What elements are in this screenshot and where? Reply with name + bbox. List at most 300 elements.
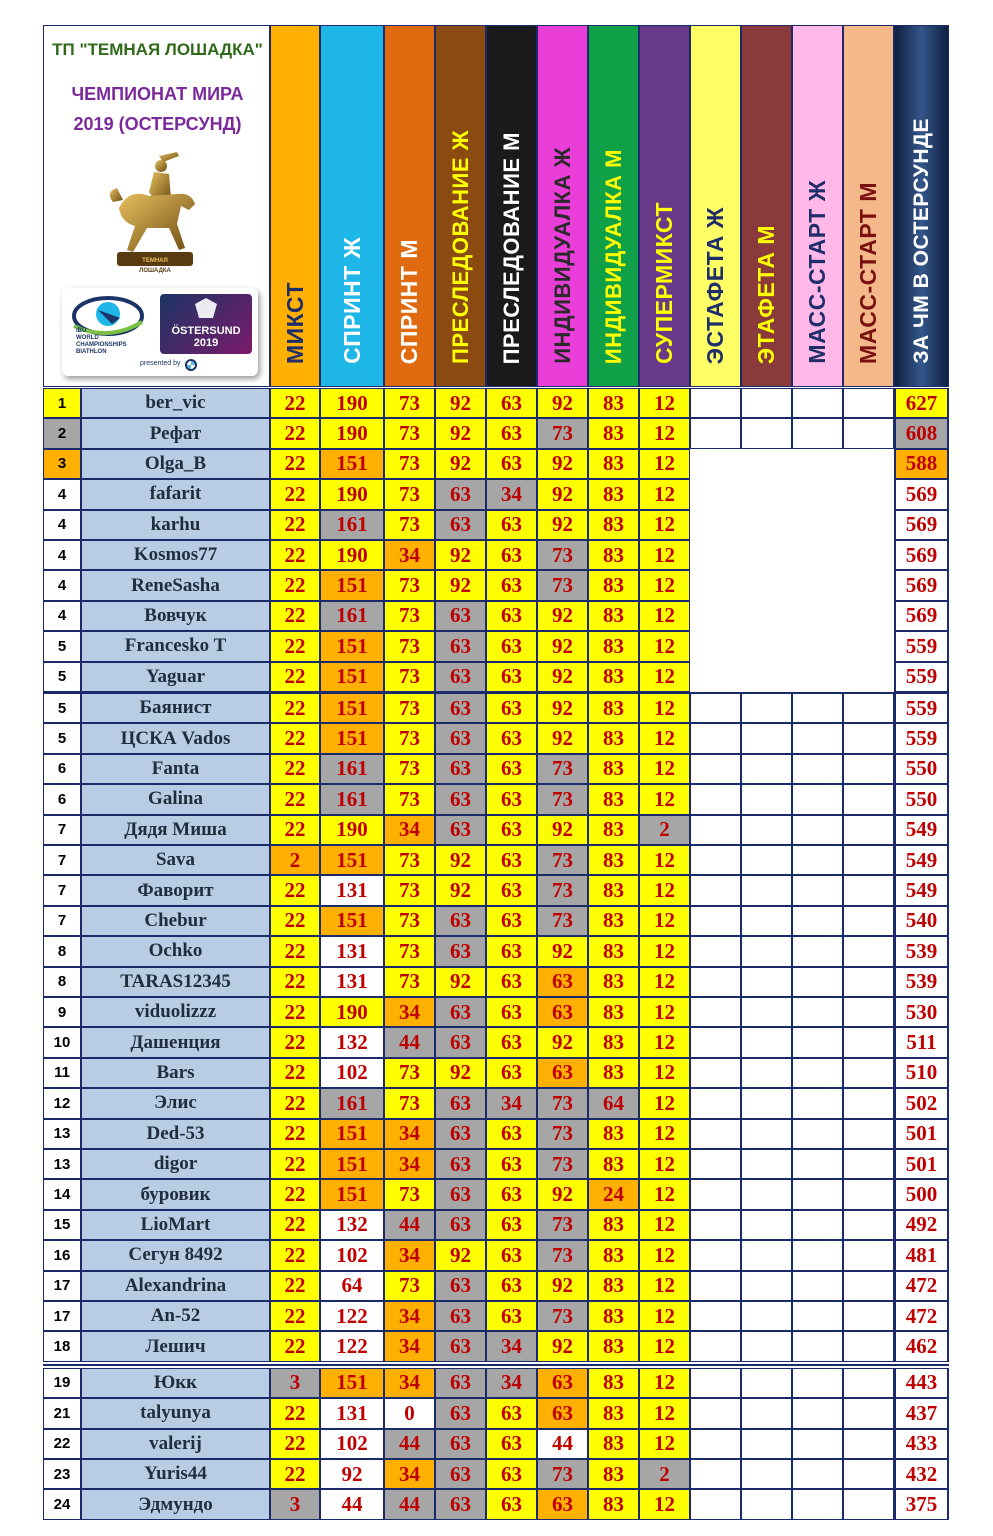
score-cell: 44 xyxy=(384,1429,435,1459)
empty-score-cell xyxy=(741,1429,792,1459)
empty-score-cell xyxy=(843,418,894,448)
score-cell: 22 xyxy=(270,1240,320,1270)
table-row xyxy=(43,815,949,845)
score-cell: 2 xyxy=(639,815,690,845)
score-cell: 63 xyxy=(486,1027,537,1057)
table-row xyxy=(43,662,949,692)
score-cell: 63 xyxy=(486,540,537,570)
rank-cell: 7 xyxy=(43,875,81,905)
rank-cell: 5 xyxy=(43,723,81,753)
empty-score-cell xyxy=(741,662,792,692)
score-cell: 83 xyxy=(588,723,639,753)
rank-cell: 13 xyxy=(43,1119,81,1149)
score-cell: 63 xyxy=(435,510,486,540)
score-cell: 83 xyxy=(588,784,639,814)
participant-name: Сегун 8492 xyxy=(81,1240,270,1270)
empty-score-cell xyxy=(741,875,792,905)
score-cell: 92 xyxy=(435,967,486,997)
empty-score-cell xyxy=(792,1088,843,1118)
total-cell: 375 xyxy=(894,1489,949,1519)
score-cell: 63 xyxy=(486,1429,537,1459)
participant-name: Francesko T xyxy=(81,631,270,661)
empty-score-cell xyxy=(690,388,741,418)
score-cell: 73 xyxy=(384,723,435,753)
empty-score-cell xyxy=(792,1119,843,1149)
rank-cell: 24 xyxy=(43,1489,81,1519)
score-cell: 63 xyxy=(435,1149,486,1179)
participant-name: Баянист xyxy=(81,693,270,723)
total-cell: 608 xyxy=(894,418,949,448)
rank-cell: 7 xyxy=(43,845,81,875)
city-label: ÖSTERSUND xyxy=(171,325,241,337)
table-row xyxy=(43,784,949,814)
empty-score-cell xyxy=(792,997,843,1027)
svg-text:ЛОШАДКА: ЛОШАДКА xyxy=(139,268,171,274)
table-row xyxy=(43,906,949,936)
table-row xyxy=(43,845,949,875)
score-cell: 131 xyxy=(320,967,384,997)
score-cell: 83 xyxy=(588,418,639,448)
empty-score-cell xyxy=(843,1368,894,1398)
score-cell: 63 xyxy=(537,1368,588,1398)
score-cell: 73 xyxy=(384,631,435,661)
table-row xyxy=(43,631,949,661)
empty-score-cell xyxy=(792,845,843,875)
score-cell: 83 xyxy=(588,388,639,418)
empty-score-cell xyxy=(792,1459,843,1489)
empty-score-cell xyxy=(690,1119,741,1149)
column-header xyxy=(486,25,537,387)
score-cell: 22 xyxy=(270,967,320,997)
participant-name: fafarit xyxy=(81,479,270,509)
empty-score-cell xyxy=(792,631,843,661)
score-cell: 22 xyxy=(270,723,320,753)
score-cell: 151 xyxy=(320,570,384,600)
score-cell: 73 xyxy=(384,449,435,479)
score-cell: 92 xyxy=(537,631,588,661)
column-header-label: ПРЕСЛЕДОВАНИЕ Ж xyxy=(447,130,473,364)
table-row xyxy=(43,601,949,631)
score-cell: 63 xyxy=(486,1240,537,1270)
empty-score-cell xyxy=(792,449,843,479)
table-row xyxy=(43,1058,949,1088)
rank-cell: 4 xyxy=(43,570,81,600)
participant-name: Дашенция xyxy=(81,1027,270,1057)
empty-score-cell xyxy=(792,693,843,723)
score-cell: 73 xyxy=(384,693,435,723)
score-cell: 63 xyxy=(486,845,537,875)
score-cell: 83 xyxy=(588,510,639,540)
score-cell: 92 xyxy=(537,693,588,723)
total-cell: 492 xyxy=(894,1210,949,1240)
empty-score-cell xyxy=(843,1301,894,1331)
score-cell: 92 xyxy=(537,1027,588,1057)
score-cell: 63 xyxy=(435,1489,486,1519)
total-cell: 472 xyxy=(894,1301,949,1331)
score-cell: 63 xyxy=(435,1368,486,1398)
total-cell: 530 xyxy=(894,997,949,1027)
empty-score-cell xyxy=(741,1210,792,1240)
score-cell: 34 xyxy=(486,479,537,509)
empty-score-cell xyxy=(690,754,741,784)
score-cell: 83 xyxy=(588,631,639,661)
score-cell: 34 xyxy=(384,997,435,1027)
empty-score-cell xyxy=(843,1058,894,1088)
score-cell: 22 xyxy=(270,1210,320,1240)
total-cell: 432 xyxy=(894,1459,949,1489)
column-header xyxy=(741,25,792,387)
rank-cell: 5 xyxy=(43,631,81,661)
score-cell: 92 xyxy=(537,723,588,753)
score-cell: 83 xyxy=(588,1429,639,1459)
total-cell: 549 xyxy=(894,875,949,905)
rank-cell: 14 xyxy=(43,1179,81,1209)
score-cell: 151 xyxy=(320,631,384,661)
score-cell: 92 xyxy=(537,815,588,845)
score-cell: 44 xyxy=(384,1489,435,1519)
column-header xyxy=(270,25,320,387)
score-cell: 151 xyxy=(320,845,384,875)
score-cell: 73 xyxy=(384,754,435,784)
total-cell: 569 xyxy=(894,510,949,540)
score-cell: 63 xyxy=(486,1210,537,1240)
score-cell: 12 xyxy=(639,693,690,723)
column-header xyxy=(792,25,843,387)
score-cell: 22 xyxy=(270,1301,320,1331)
score-cell: 63 xyxy=(435,693,486,723)
empty-score-cell xyxy=(843,388,894,418)
group-separator xyxy=(43,1364,949,1366)
table-row xyxy=(43,967,949,997)
score-cell: 22 xyxy=(270,388,320,418)
empty-score-cell xyxy=(843,967,894,997)
score-cell: 92 xyxy=(435,1058,486,1088)
empty-score-cell xyxy=(741,815,792,845)
score-cell: 63 xyxy=(537,967,588,997)
participant-name: Вовчук xyxy=(81,601,270,631)
empty-score-cell xyxy=(843,1271,894,1301)
participant-name: Alexandrina xyxy=(81,1271,270,1301)
rank-cell: 8 xyxy=(43,936,81,966)
participant-name: ЦСКА Vados xyxy=(81,723,270,753)
total-cell: 443 xyxy=(894,1368,949,1398)
participant-name: Юкк xyxy=(81,1368,270,1398)
table-row xyxy=(43,1088,949,1118)
score-cell: 63 xyxy=(435,936,486,966)
score-cell: 12 xyxy=(639,479,690,509)
table-row xyxy=(43,1489,949,1519)
score-cell: 12 xyxy=(639,1058,690,1088)
score-cell: 63 xyxy=(435,723,486,753)
score-cell: 63 xyxy=(486,570,537,600)
participant-name: valerij xyxy=(81,1429,270,1459)
empty-score-cell xyxy=(792,1149,843,1179)
empty-score-cell xyxy=(843,1240,894,1270)
empty-score-cell xyxy=(741,1368,792,1398)
empty-score-cell xyxy=(843,1331,894,1361)
score-cell: 73 xyxy=(384,570,435,600)
score-cell: 22 xyxy=(270,540,320,570)
score-cell: 63 xyxy=(486,1301,537,1331)
column-header xyxy=(639,25,690,387)
total-cell: 559 xyxy=(894,693,949,723)
score-cell: 151 xyxy=(320,1119,384,1149)
empty-score-cell xyxy=(792,1179,843,1209)
ostersund-badge xyxy=(160,294,252,354)
org-title: ТП "ТЕМНАЯ ЛОШАДКА" xyxy=(52,40,263,59)
score-cell: 63 xyxy=(486,936,537,966)
score-cell: 34 xyxy=(384,1301,435,1331)
empty-score-cell xyxy=(690,967,741,997)
empty-score-cell xyxy=(690,1179,741,1209)
empty-score-cell xyxy=(792,479,843,509)
empty-score-cell xyxy=(741,906,792,936)
empty-score-cell xyxy=(741,631,792,661)
score-cell: 2 xyxy=(639,1459,690,1489)
score-cell: 12 xyxy=(639,1240,690,1270)
empty-score-cell xyxy=(690,449,741,479)
total-cell: 502 xyxy=(894,1088,949,1118)
empty-score-cell xyxy=(690,906,741,936)
score-cell: 12 xyxy=(639,1119,690,1149)
empty-score-cell xyxy=(843,540,894,570)
score-cell: 3 xyxy=(270,1368,320,1398)
score-cell: 22 xyxy=(270,631,320,661)
empty-score-cell xyxy=(741,1240,792,1270)
total-cell: 501 xyxy=(894,1149,949,1179)
score-cell: 63 xyxy=(435,906,486,936)
score-cell: 63 xyxy=(486,1459,537,1489)
score-cell: 92 xyxy=(435,449,486,479)
empty-score-cell xyxy=(690,936,741,966)
score-cell: 12 xyxy=(639,1301,690,1331)
column-header-label: ИНДИВИДУАЛКА Ж xyxy=(549,147,575,364)
total-cell: 481 xyxy=(894,1240,949,1270)
table-row xyxy=(43,510,949,540)
empty-score-cell xyxy=(792,723,843,753)
participant-name: Yuris44 xyxy=(81,1459,270,1489)
empty-score-cell xyxy=(741,418,792,448)
rank-cell: 15 xyxy=(43,1210,81,1240)
empty-score-cell xyxy=(690,540,741,570)
empty-score-cell xyxy=(843,1429,894,1459)
score-cell: 63 xyxy=(486,510,537,540)
score-cell: 63 xyxy=(486,784,537,814)
empty-score-cell xyxy=(690,1429,741,1459)
score-cell: 83 xyxy=(588,1331,639,1361)
score-cell: 63 xyxy=(486,601,537,631)
total-cell: 462 xyxy=(894,1331,949,1361)
svg-text:ТЕМНАЯ: ТЕМНАЯ xyxy=(142,258,168,264)
table-row xyxy=(43,570,949,600)
horse-rider-statue-icon xyxy=(99,148,209,278)
score-cell: 34 xyxy=(384,540,435,570)
score-cell: 63 xyxy=(435,1210,486,1240)
score-cell: 83 xyxy=(588,1240,639,1270)
score-cell: 83 xyxy=(588,1368,639,1398)
title-block xyxy=(43,25,270,387)
table-row xyxy=(43,1271,949,1301)
empty-score-cell xyxy=(690,784,741,814)
empty-score-cell xyxy=(843,1088,894,1118)
total-cell: 569 xyxy=(894,479,949,509)
empty-score-cell xyxy=(741,479,792,509)
score-cell: 92 xyxy=(537,388,588,418)
score-cell: 73 xyxy=(537,845,588,875)
score-cell: 73 xyxy=(384,510,435,540)
rank-cell: 21 xyxy=(43,1398,81,1428)
total-cell: 540 xyxy=(894,906,949,936)
empty-score-cell xyxy=(690,418,741,448)
score-cell: 63 xyxy=(435,1331,486,1361)
score-cell: 83 xyxy=(588,540,639,570)
empty-score-cell xyxy=(792,1429,843,1459)
score-cell: 12 xyxy=(639,1027,690,1057)
score-cell: 92 xyxy=(435,845,486,875)
empty-score-cell xyxy=(792,601,843,631)
score-cell: 64 xyxy=(588,1088,639,1118)
score-cell: 73 xyxy=(537,754,588,784)
empty-score-cell xyxy=(690,1489,741,1519)
score-cell: 22 xyxy=(270,479,320,509)
total-cell: 550 xyxy=(894,754,949,784)
score-cell: 63 xyxy=(537,1489,588,1519)
score-cell: 151 xyxy=(320,449,384,479)
score-cell: 151 xyxy=(320,1368,384,1398)
empty-score-cell xyxy=(792,1301,843,1331)
score-cell: 34 xyxy=(384,815,435,845)
table-row xyxy=(43,754,949,784)
empty-score-cell xyxy=(843,1398,894,1428)
score-cell: 83 xyxy=(588,815,639,845)
score-cell: 12 xyxy=(639,631,690,661)
score-cell: 83 xyxy=(588,479,639,509)
crest-icon xyxy=(191,296,221,320)
rank-cell: 4 xyxy=(43,540,81,570)
score-cell: 73 xyxy=(537,418,588,448)
score-cell: 0 xyxy=(384,1398,435,1428)
participant-name: talyunya xyxy=(81,1398,270,1428)
empty-score-cell xyxy=(843,875,894,905)
score-cell: 102 xyxy=(320,1240,384,1270)
championship-year: 2019 (ОСТЕРСУНД) xyxy=(73,114,242,134)
score-cell: 83 xyxy=(588,845,639,875)
score-cell: 22 xyxy=(270,1119,320,1149)
score-cell: 12 xyxy=(639,1210,690,1240)
score-cell: 34 xyxy=(384,1459,435,1489)
score-cell: 63 xyxy=(435,1179,486,1209)
score-cell: 132 xyxy=(320,1027,384,1057)
score-cell: 22 xyxy=(270,936,320,966)
empty-score-cell xyxy=(690,1459,741,1489)
score-cell: 34 xyxy=(384,1331,435,1361)
score-cell: 122 xyxy=(320,1301,384,1331)
participant-name: LioMart xyxy=(81,1210,270,1240)
score-cell: 34 xyxy=(384,1368,435,1398)
score-cell: 12 xyxy=(639,388,690,418)
empty-score-cell xyxy=(843,784,894,814)
empty-score-cell xyxy=(843,997,894,1027)
ibu-line: CHAMPIONSHIPS xyxy=(76,342,127,348)
table-row xyxy=(43,540,949,570)
score-cell: 63 xyxy=(435,784,486,814)
score-cell: 12 xyxy=(639,997,690,1027)
score-cell: 22 xyxy=(270,875,320,905)
column-header-label: СПРИНТ М xyxy=(396,238,422,364)
column-header-label: ПРЕСЛЕДОВАНИЕ М xyxy=(498,131,524,364)
score-cell: 63 xyxy=(486,1119,537,1149)
score-cell: 190 xyxy=(320,388,384,418)
table-row xyxy=(43,388,949,418)
score-cell: 131 xyxy=(320,1398,384,1428)
total-cell: 559 xyxy=(894,631,949,661)
score-cell: 63 xyxy=(486,449,537,479)
empty-score-cell xyxy=(741,1027,792,1057)
score-cell: 73 xyxy=(384,1271,435,1301)
participant-name: An-52 xyxy=(81,1301,270,1331)
empty-score-cell xyxy=(843,449,894,479)
empty-score-cell xyxy=(843,693,894,723)
score-cell: 12 xyxy=(639,1149,690,1179)
rank-cell: 8 xyxy=(43,967,81,997)
empty-score-cell xyxy=(741,723,792,753)
score-cell: 92 xyxy=(537,510,588,540)
score-cell: 73 xyxy=(537,875,588,905)
empty-score-cell xyxy=(741,1489,792,1519)
empty-score-cell xyxy=(792,1331,843,1361)
score-cell: 44 xyxy=(384,1027,435,1057)
score-cell: 12 xyxy=(639,845,690,875)
score-cell: 73 xyxy=(537,1301,588,1331)
score-cell: 63 xyxy=(486,1271,537,1301)
empty-score-cell xyxy=(843,1179,894,1209)
score-cell: 63 xyxy=(486,388,537,418)
empty-score-cell xyxy=(792,540,843,570)
participant-name: karhu xyxy=(81,510,270,540)
participant-name: ReneSasha xyxy=(81,570,270,600)
score-cell: 73 xyxy=(384,1179,435,1209)
participant-name: буровик xyxy=(81,1179,270,1209)
empty-score-cell xyxy=(690,631,741,661)
participant-name: Рефат xyxy=(81,418,270,448)
score-cell: 122 xyxy=(320,1331,384,1361)
empty-score-cell xyxy=(843,601,894,631)
group-separator xyxy=(43,692,949,694)
table-row xyxy=(43,479,949,509)
empty-score-cell xyxy=(741,967,792,997)
participant-name: Ded-53 xyxy=(81,1119,270,1149)
empty-score-cell xyxy=(792,936,843,966)
column-header xyxy=(537,25,588,387)
score-cell: 73 xyxy=(384,936,435,966)
score-cell: 92 xyxy=(435,875,486,905)
score-cell: 151 xyxy=(320,1179,384,1209)
score-cell: 64 xyxy=(320,1271,384,1301)
score-cell: 83 xyxy=(588,875,639,905)
score-cell: 63 xyxy=(435,1429,486,1459)
score-cell: 131 xyxy=(320,936,384,966)
rank-cell: 19 xyxy=(43,1368,81,1398)
empty-score-cell xyxy=(792,1271,843,1301)
score-cell: 83 xyxy=(588,601,639,631)
empty-score-cell xyxy=(741,1179,792,1209)
empty-score-cell xyxy=(690,845,741,875)
empty-score-cell xyxy=(690,570,741,600)
participant-name: Ochko xyxy=(81,936,270,966)
total-cell: 539 xyxy=(894,936,949,966)
empty-score-cell xyxy=(792,1058,843,1088)
score-cell: 92 xyxy=(435,1240,486,1270)
